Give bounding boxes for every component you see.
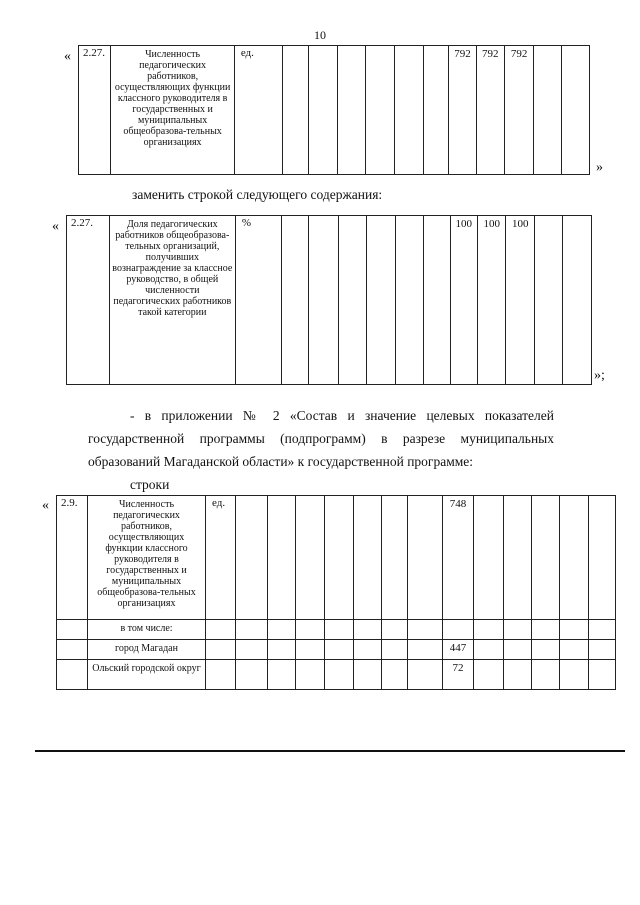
value-cell: [268, 620, 296, 640]
value-cell: [443, 620, 474, 640]
value-cell: [560, 660, 589, 690]
unit-cell: ед.: [234, 46, 283, 175]
value-cell: [268, 660, 296, 690]
value-cell: [560, 620, 589, 640]
value-cell: [236, 660, 268, 690]
page-number: 10: [314, 28, 326, 42]
table-row: [57, 496, 616, 620]
value-cell: [325, 620, 354, 640]
value-cell: [296, 660, 325, 690]
value-cell: [367, 216, 395, 385]
open-quote: «: [42, 498, 49, 513]
value-cell: [532, 640, 560, 660]
indicator-name: в том числе:: [88, 620, 206, 640]
value-cell: [504, 496, 532, 620]
indicator-name: Доля педагогических работников общеобразова-тельных организаций, получивших вознаграждение за классное руководство, в общей численности педагогических работников такой категории: [109, 216, 235, 385]
unit-cell: %: [235, 216, 281, 385]
unit-cell: [206, 620, 236, 640]
value-cell: [504, 620, 532, 640]
value-cell: [474, 496, 504, 620]
table-row: [79, 46, 590, 175]
value-cell: [325, 640, 354, 660]
value-cell: [296, 620, 325, 640]
value-cell: [408, 660, 443, 690]
replace-instruction: заменить строкой следующего содержания:: [132, 187, 383, 202]
open-quote: «: [52, 219, 59, 234]
unit-cell: ед.: [206, 496, 236, 620]
paragraph-line: образований Магаданской области» к государственной программе:: [88, 454, 474, 469]
value-cell: [382, 496, 408, 620]
value-cell: [534, 46, 561, 175]
value-cell: [366, 46, 394, 175]
indicator-name: город Магадан: [88, 640, 206, 660]
value-cell: [382, 660, 408, 690]
row-number: [57, 640, 88, 660]
table-row: [57, 660, 616, 690]
value-cell: [308, 46, 337, 175]
value-cell: [474, 640, 504, 660]
value-cell: [474, 620, 504, 640]
row-number: 2.9.: [57, 496, 88, 620]
value-cell: [382, 640, 408, 660]
value-cell: [354, 496, 382, 620]
value-cell: [268, 640, 296, 660]
table-row: [57, 620, 616, 640]
value-cell: [354, 640, 382, 660]
table-row: [57, 640, 616, 660]
value-cell: [504, 660, 532, 690]
municipal-indicator-table: [56, 495, 616, 690]
value-cell: [236, 620, 268, 640]
paragraph-line: - в приложении № 2 «Состав и значение целевых показателей: [130, 408, 554, 423]
value-cell: 100: [450, 216, 477, 385]
value-cell: 792: [476, 46, 504, 175]
value-cell: [236, 496, 268, 620]
value-cell: [424, 46, 449, 175]
value-cell: [296, 496, 325, 620]
value-cell: [236, 640, 268, 660]
value-cell: [283, 46, 308, 175]
value-cell: [309, 216, 339, 385]
close-quote: »: [596, 160, 603, 175]
value-cell: [589, 660, 616, 690]
value-cell: [408, 640, 443, 660]
indicator-name: Численность педагогических работников, осуществляющих функции классного руководителя в государственных и муниципальных общеобразова-тельных организациях: [88, 496, 206, 620]
value-cell: [474, 660, 504, 690]
value-cell: [561, 46, 589, 175]
row-number: 2.27.: [67, 216, 110, 385]
row-number: 2.27.: [79, 46, 111, 175]
value-cell: [325, 660, 354, 690]
unit-cell: [206, 660, 236, 690]
paragraph-line: государственной программы (подпрограмм) в разрезе муниципальных: [88, 431, 554, 446]
value-cell: [354, 620, 382, 640]
value-cell: 748: [443, 496, 474, 620]
value-cell: 792: [504, 46, 533, 175]
paragraph-line: строки: [130, 477, 170, 492]
value-cell: [395, 216, 423, 385]
value-cell: [560, 640, 589, 660]
value-cell: [532, 496, 560, 620]
value-cell: [408, 496, 443, 620]
value-cell: [394, 46, 423, 175]
page-divider: [35, 750, 625, 752]
value-cell: [338, 216, 366, 385]
value-cell: [534, 216, 562, 385]
unit-cell: [206, 640, 236, 660]
value-cell: [532, 620, 560, 640]
indicator-table-old: [78, 45, 590, 175]
value-cell: [424, 216, 450, 385]
value-cell: 447: [443, 640, 474, 660]
value-cell: 792: [449, 46, 476, 175]
indicator-name: Ольский городской округ: [88, 660, 206, 690]
value-cell: [589, 496, 616, 620]
value-cell: [589, 620, 616, 640]
value-cell: [382, 620, 408, 640]
value-cell: 100: [506, 216, 534, 385]
close-quote: »;: [594, 368, 605, 383]
row-number: [57, 660, 88, 690]
row-number: [57, 620, 88, 640]
value-cell: [504, 640, 532, 660]
value-cell: 100: [478, 216, 506, 385]
value-cell: [325, 496, 354, 620]
value-cell: [560, 496, 589, 620]
value-cell: 72: [443, 660, 474, 690]
value-cell: [354, 660, 382, 690]
indicator-table-new: [66, 215, 592, 385]
value-cell: [563, 216, 592, 385]
open-quote: «: [64, 49, 71, 64]
value-cell: [589, 640, 616, 660]
table-row: [67, 216, 592, 385]
value-cell: [338, 46, 366, 175]
value-cell: [296, 640, 325, 660]
value-cell: [281, 216, 308, 385]
indicator-name: Численность педагогических работников, осуществляющих функции классного руководителя в государственных и муниципальных общеобразова-тельных организациях: [111, 46, 234, 175]
value-cell: [268, 496, 296, 620]
value-cell: [532, 660, 560, 690]
value-cell: [408, 620, 443, 640]
